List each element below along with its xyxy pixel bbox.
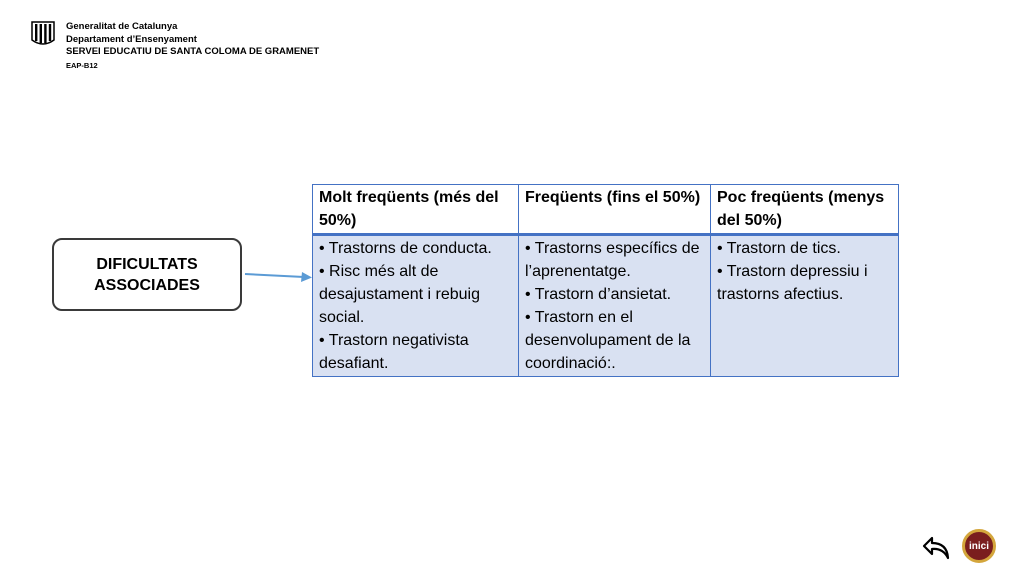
header-frequents: Freqüents (fins el 50%) — [519, 185, 711, 235]
dificultats-box — [52, 238, 242, 311]
header-line-3: SERVEI EDUCATIU DE SANTA COLOMA DE GRAMENET — [66, 46, 320, 57]
header-line-4: EAP-B12 — [66, 60, 98, 70]
inici-button[interactable] — [962, 529, 996, 563]
cell-poc-frequents — [711, 235, 899, 377]
header-molt-frequents: Molt freqüents (més del 50%) — [313, 185, 519, 235]
frequency-table — [312, 184, 899, 377]
list-item: • Risc més alt de desajustament i rebuig social. — [319, 263, 480, 326]
table-row — [313, 235, 899, 377]
header-poc-frequents: Poc freqüents (menys del 50%) — [711, 185, 899, 235]
header-text — [66, 21, 319, 73]
box-line-1: DIFICULTATS — [96, 255, 198, 273]
table-header-row — [313, 185, 899, 235]
list-item: • Trastorn de tics. — [717, 240, 841, 257]
box-line-2: ASSOCIADES — [94, 276, 200, 294]
cell-molt-frequents — [313, 235, 519, 377]
list-item: • Trastorn negativista desafiant. — [319, 332, 469, 372]
inici-label: inici — [968, 540, 989, 552]
header-line-1: Generalitat de Catalunya — [66, 21, 178, 32]
list-item: • Trastorns de conducta. — [319, 240, 492, 257]
list-item: • Trastorns específics de l’aprenentatge. — [525, 240, 700, 280]
list-item: • Trastorn d’ansietat. — [525, 286, 672, 303]
header-line-2: Departament d’Ensenyament — [66, 33, 197, 45]
cell-frequents — [519, 235, 711, 377]
generalitat-logo-icon — [30, 20, 56, 48]
connector-arrow-icon — [244, 268, 314, 284]
list-item: • Trastorn depressiu i trastorns afectius. — [717, 263, 868, 303]
list-item: • Trastorn en el desenvolupament de la coordinació:. — [525, 309, 691, 372]
back-arrow-icon[interactable] — [921, 533, 951, 563]
